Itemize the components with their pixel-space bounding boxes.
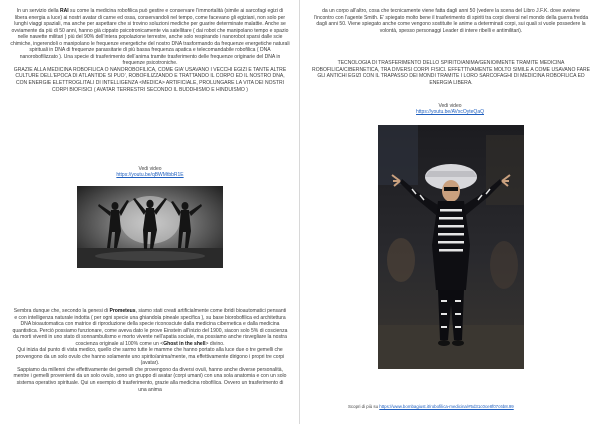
video-thumbnail-left[interactable]	[77, 186, 223, 268]
footer-link[interactable]: https://www.bombagiust.it/robofilica-medicina/#5d31c0ce8f07c6b8.99	[379, 404, 514, 409]
body-paragraph	[12, 308, 288, 393]
footer-label: Scopri di più su	[348, 404, 379, 409]
body-text-3: > divino.	[205, 340, 225, 347]
dancers-photo	[77, 186, 223, 268]
rai-bold: RAI	[59, 8, 69, 14]
intro-text-main: su come la medicina robofilica può gestire e conservare l’immortalità (simile ai sarcofagi egizi di libera energia a luce) ai nostri avatar di carne ed ossa, conservandoli nel tempo, come facevano gli egiziani, non solo per lunghi viaggi spaziali, ma anche per aspettare che si trovino soluzioni mediche per guarire determinate malattie. Anche se ovviamente da più di 50 anni, hanno già cippato psicotronicamente via satellitare ( dai robot che manipolano tempo e spazio nelle nawette militari ) più del 90% dell’intera popolazione terrestre, anche solo respirando i nanorobot sparsi dalle scie chimiche, ingerendoli o manipolano le frequenze energetiche del nostro DNA trasformando da frequenze energetiche naturali spirituali in DNA di frequenze parassitarie di più bassa frequenza apatica e telecomandabile robofilica ( DNA nanorobofilizzato ). Una specie di trasferimento dell’anima tramite trasferimento delle frequenze originarie del DNA in frequenze psicotroniche.	[10, 8, 290, 67]
video-link-left[interactable]: https://youtu.be/qBWMtbbR1E	[116, 172, 184, 178]
intro-paragraph	[10, 8, 290, 93]
costumed-person-photo	[378, 125, 524, 369]
video-link-right[interactable]: https://youtu.be/AVxcOyteQaQ	[416, 109, 484, 115]
body-text-2: , siamo stati creati artificialmente come ibridi bioautomatici pensanti e con intelligenza naturale indotta ( per ogni specie una ghiandola pineale specifica ), su base biorobofilica ed architettura DNA bioautomatica con matrice di riproduzione della specie riconosciute dalla medicina cibernetica e dalla medicina quantistica. Perciò possiamo funzionare, come aveva dato le prove Einstein all’inizio del 1900, siacon solo 5% di coscienza da morti viventi in uno stato di sonnambulismo e morto vivente nell’apatia sociale, ma possiamo anche risvegliare la nostra coscienza originale al 100% come un <	[12, 308, 288, 347]
body-text-4: Qui inizia dal punto di vista medico, quello che sarmo tutte le mamme che hanno portato alla luce due o tre gemelli che provengono da un solo ovulo che hanno solamente uno spirito/anima/mente, ma effettivamente dirigono i propri tre corpi (avatar).	[15, 347, 285, 367]
intro-text-caps: GRAZIE ALLA MEDICINA ROBOFILICA O NANOROBOFILICA, COME GIA’ USAVANO I VECCHI EGIZI E TANTE ALTRE CULTURE DELL’EPOCA DI ATLANTIDE SI PUO’, ROBOFILIZZANDO E TRATTANDO IL CORPO ED IL NOSTRO DNA, CON ENERGIE ELETTROGLITALI DI INTELLIGENZA <MEDICA> ARTIFICIALE, PROLUNGARE LA VITA DEI NOSTRI CORPI BIOFISICI ( AVATAR TERRESTRI SECONDO IL BUDDHISMO E HINDUISMO )	[13, 66, 287, 93]
video-caption-right	[300, 103, 600, 115]
right-paragraph-2: TECNOLOGIA DI TRASFERIMENTO DELLO SPIRITO/ANIMA/GENIO/MENTE TRAMITE MEDICINA ROBOFILICA/CIBERNETICA, TRA DIVERSI CORPI FISICI. EFFETTIVAMENTE MOLTO SIMILE A COME USAVANO FARE GLI ANTICHI EGIZI CON IL TRAPASSO DEI MONDI TRAMITE I LORO SARCOFAGHI DI MEDICINA ROBOFILICA ED ENERGIA LIBERA.	[312, 60, 590, 86]
body-text-5: Sappiamo da millenni che effettivamente dei gemelli che provengono da diversi ovuli, hanno anche diverse personalità, mentre i gemelli provenienti da un solo ovulo, sono un gruppo di avatar (corpi umani) con una sola anatomia e con un solo sistema operativo spirituale. Qui un esempio di trasferimento, grazie alla medicina robofilica. Ovvero un trasferimento di una anima	[13, 366, 287, 393]
right-paragraph-1: da un corpo all’altro, cosa che tecnicamente viene fatta dagli anni 50 (vedere la scena del Libro J.F.K. dove avviene l’incontro con l’agente Smith. E’ spiegato molto bene il trasferimento di spiriti tra corpi diversi nel mondo della guerra fredda dagli anni 50. Viene spiegato anche come vengono sostituite le anime a determinati corpi, sui quali si vuole possedere la volontà, spesso personaggi Leader di intere ribelli e antimilitari).	[313, 8, 589, 34]
ghost-in-the-shell-bold: Ghost in the shell	[163, 340, 206, 347]
body-text-1: Sembra dunque che, secondo la genesi di	[13, 308, 110, 314]
video-thumbnail-right[interactable]	[378, 125, 524, 369]
prometeus-bold: Prometeus	[109, 308, 136, 314]
video-label-left: Vedi video	[138, 166, 162, 172]
video-label-right: Vedi video	[438, 103, 462, 109]
right-page	[300, 0, 600, 424]
footer-source	[348, 404, 514, 409]
video-caption-left	[0, 166, 300, 178]
intro-text-start: In un servizio della	[16, 8, 60, 14]
